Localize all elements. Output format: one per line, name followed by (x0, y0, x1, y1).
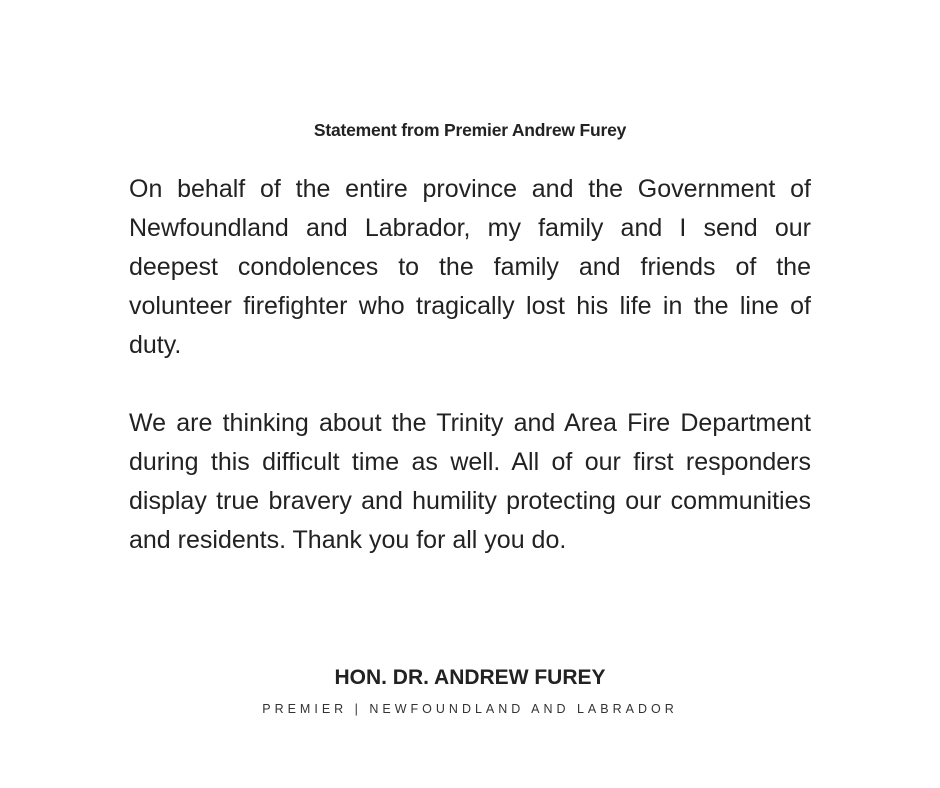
statement-body (129, 170, 811, 560)
signature-title: PREMIER | NEWFOUNDLAND AND LABRADOR (262, 702, 678, 716)
statement-paragraph-2: We are thinking about the Trinity and Area Fire Department during this difficult time as well. All of our first responders display true bravery and humility protecting our communities and residents. Thank you for all you do. (129, 409, 811, 554)
signature-name: HON. DR. ANDREW FUREY (334, 666, 606, 689)
statement-paragraph-1: On behalf of the entire province and the Government of Newfoundland and Labrador, my family and I send our deepest condolences to the family and friends of the volunteer firefighter who tragically lost his life in the line of duty. (129, 175, 811, 359)
statement-title: Statement from Premier Andrew Furey (313, 120, 627, 140)
